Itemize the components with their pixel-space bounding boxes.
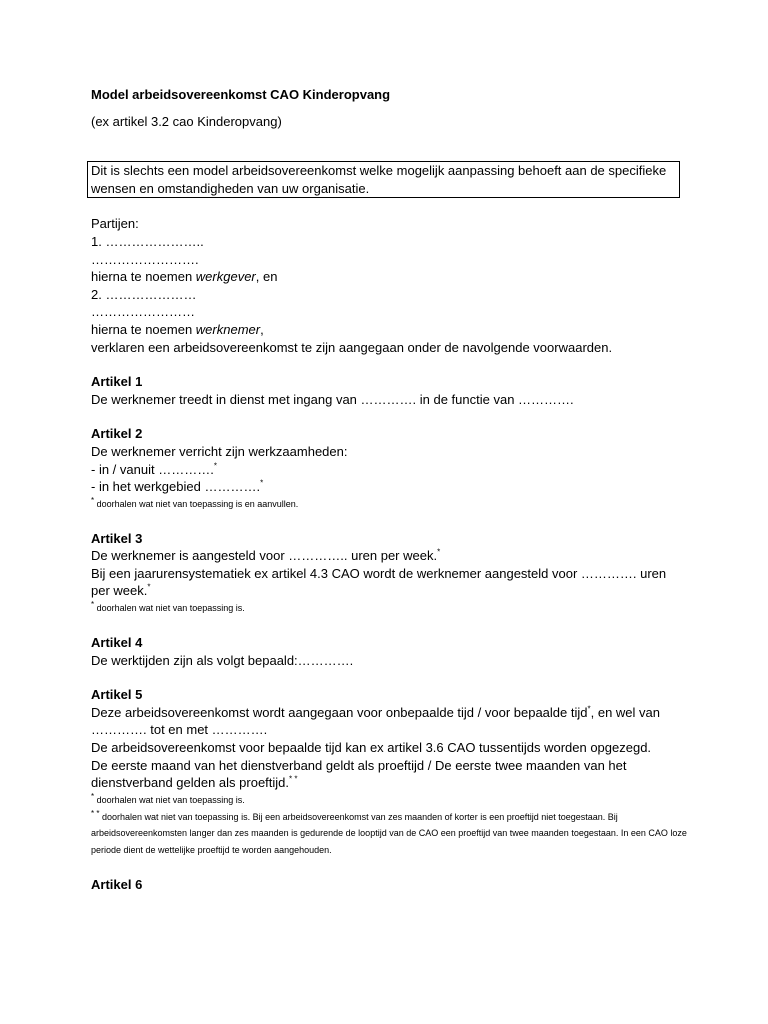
article-3-line-1 bbox=[91, 547, 691, 565]
article-5-line-1a: Deze arbeidsovereenkomst wordt aangegaan voor onbepaalde tijd / voor bepaalde tijd bbox=[91, 704, 588, 720]
party-2-line-2: …………………… bbox=[91, 304, 195, 320]
party-2-role-line bbox=[91, 321, 691, 339]
article-6-heading: Artikel 6 bbox=[91, 876, 143, 892]
role-suffix: , bbox=[260, 321, 264, 337]
article-3-footnote-text: doorhalen wat niet van toepassing is. bbox=[96, 603, 245, 614]
article-2-line-3-text: - in het werkgebied …………. bbox=[91, 479, 261, 495]
parties-section bbox=[91, 215, 691, 356]
article-2-footnote-text: doorhalen wat niet van toepassing is en aanvullen. bbox=[96, 498, 299, 509]
article-2 bbox=[91, 425, 691, 512]
article-5-line-4: De eerste maand van het dienstverband geldt als proeftijd / De eerste twee maanden van het bbox=[91, 757, 627, 773]
article-5-footnote-1-text: doorhalen wat niet van toepassing is. bbox=[96, 794, 245, 805]
footnote-mark: * bbox=[91, 600, 95, 610]
article-3-footnote bbox=[91, 600, 691, 617]
article-3-heading: Artikel 3 bbox=[91, 530, 143, 546]
article-4-heading: Artikel 4 bbox=[91, 635, 143, 651]
party-1-line-1: 1. ………………….. bbox=[91, 233, 204, 249]
article-6 bbox=[91, 876, 691, 894]
article-4-text: De werktijden zijn als volgt bepaald:…………. bbox=[91, 652, 354, 668]
role-employer: werkgever bbox=[195, 269, 256, 285]
article-1-heading: Artikel 1 bbox=[91, 374, 143, 390]
role-prefix: hierna te noemen bbox=[91, 321, 196, 337]
parties-label: Partijen: bbox=[91, 216, 139, 232]
role-employee: werknemer bbox=[195, 321, 261, 337]
article-4 bbox=[91, 634, 691, 669]
article-2-footnote bbox=[91, 496, 691, 513]
footnote-mark: * bbox=[587, 704, 591, 714]
footnote-mark: * bbox=[147, 583, 151, 593]
article-2-line-2 bbox=[91, 461, 691, 479]
party-2-line-1: 2. ………………… bbox=[91, 286, 197, 302]
article-1-text: De werknemer treedt in dienst met ingang van …………. in de functie van …………. bbox=[91, 391, 574, 407]
article-5-line-2: …………. tot en met …………. bbox=[91, 722, 268, 738]
disclaimer-box: Dit is slechts een model arbeidsovereenkomst welke mogelijk aanpassing behoeft aan de specifieke wensen en omstandigheden van uw organisatie. bbox=[87, 161, 680, 198]
footnote-mark: * * bbox=[91, 808, 100, 818]
parties-closing: verklaren een arbeidsovereenkomst te zijn aangegaan onder de navolgende voorwaarden. bbox=[91, 339, 613, 355]
article-5 bbox=[91, 686, 691, 858]
party-1-role-line bbox=[91, 268, 691, 286]
article-2-line-3 bbox=[91, 478, 691, 496]
article-3-line-1-text: De werknemer is aangesteld voor ………….. uren per week. bbox=[91, 548, 438, 564]
article-5-line-3: De arbeidsovereenkomst voor bepaalde tijd kan ex artikel 3.6 CAO tussentijds worden opgezegd. bbox=[91, 740, 652, 756]
article-5-footnote-2 bbox=[91, 809, 691, 859]
article-2-line-1: De werknemer verricht zijn werkzaamheden: bbox=[91, 443, 348, 459]
party-1-line-2: ……………………. bbox=[91, 251, 199, 267]
footnote-mark: * bbox=[213, 461, 217, 471]
article-5-heading: Artikel 5 bbox=[91, 687, 143, 703]
document-title: Model arbeidsovereenkomst CAO Kinderopvang bbox=[91, 87, 391, 102]
footnote-mark: * bbox=[437, 547, 441, 557]
article-5-footnote-1 bbox=[91, 792, 691, 809]
article-3-line-2b-text: per week. bbox=[91, 583, 148, 599]
footnote-mark: * bbox=[91, 791, 95, 801]
article-5-line-1b: , en wel van bbox=[590, 704, 660, 720]
article-2-heading: Artikel 2 bbox=[91, 426, 143, 442]
article-3-line-2a: Bij een jaarurensystematiek ex artikel 4.3 CAO wordt de werknemer aangesteld voor …………. uren bbox=[91, 565, 667, 581]
footnote-mark: * * bbox=[289, 774, 298, 784]
article-1 bbox=[91, 373, 691, 408]
article-3 bbox=[91, 530, 691, 617]
article-5-footnote-2-text: doorhalen wat niet van toepassing is. Bij een arbeidsovereenkomst van zes maanden of korter is een proeftijd niet toegestaan. Bij arbeidsovereenkomsten langer dan zes maanden is gedurende de looptijd van de CAO een proeftijd van twee maanden toegestaan. In een CAO loze periode dient de wettelijke proeftijd te worden aangehouden. bbox=[91, 811, 687, 855]
role-suffix: , en bbox=[255, 269, 278, 285]
footnote-mark: * bbox=[91, 495, 95, 505]
footnote-mark: * bbox=[260, 478, 264, 488]
article-5-line-5 bbox=[91, 774, 691, 792]
document-subtitle: (ex artikel 3.2 cao Kinderopvang) bbox=[91, 113, 282, 129]
article-5-line-1 bbox=[91, 704, 691, 722]
article-3-line-2b bbox=[91, 582, 691, 600]
article-5-line-5-text: dienstverband gelden als proeftijd. bbox=[91, 775, 290, 791]
document-body bbox=[91, 86, 691, 893]
role-prefix: hierna te noemen bbox=[91, 269, 196, 285]
article-2-line-2-text: - in / vanuit …………. bbox=[91, 461, 214, 477]
